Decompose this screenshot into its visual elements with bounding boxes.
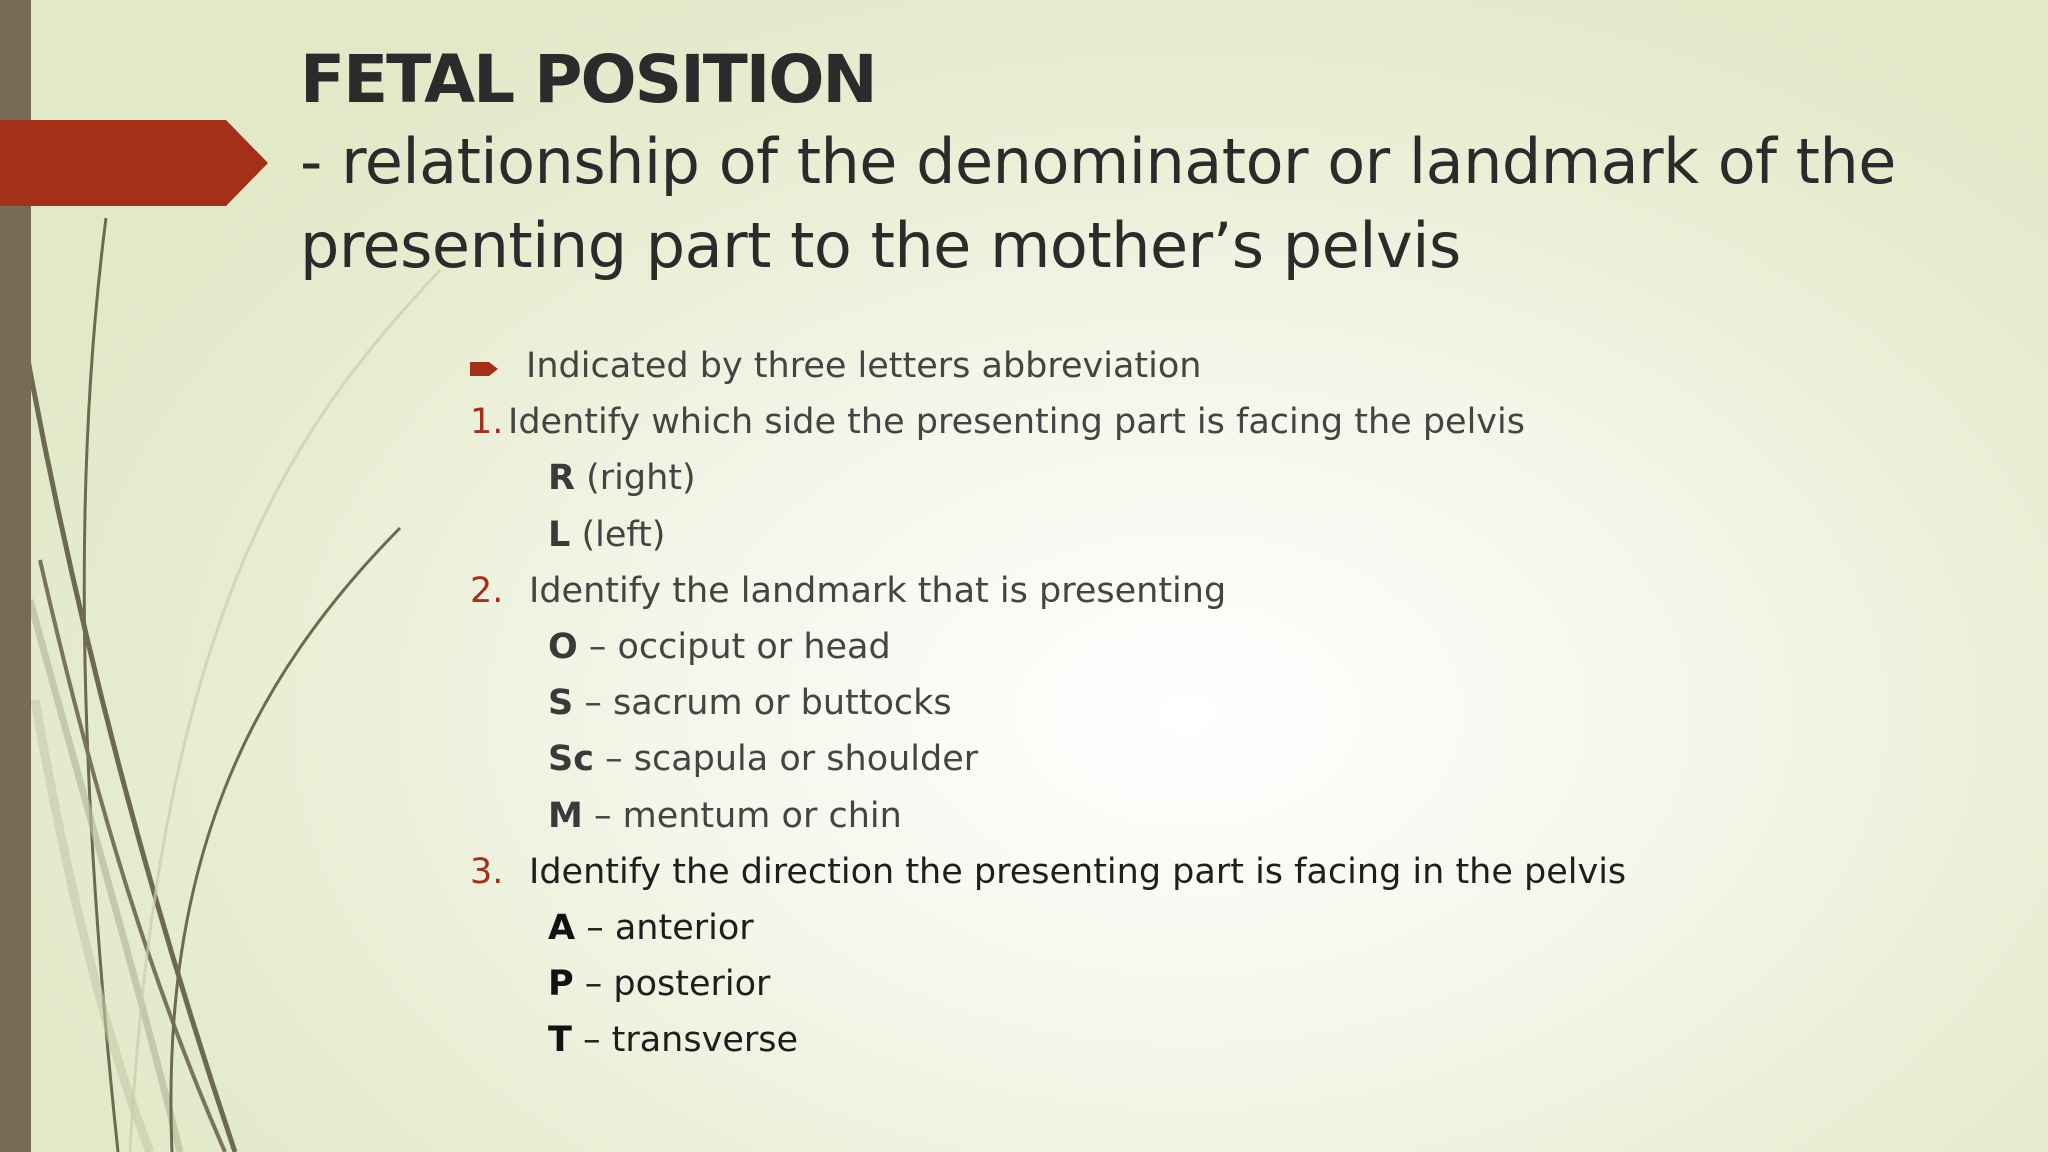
step-1-number: 1. — [470, 402, 504, 443]
step-1-item — [470, 450, 1970, 506]
step-3-item — [470, 956, 1970, 1012]
item-code: P — [548, 964, 574, 1005]
arrow-bullet-icon — [470, 339, 526, 395]
step-1-item — [470, 507, 1970, 563]
item-desc: – posterior — [573, 964, 771, 1005]
step-3-item — [470, 900, 1970, 956]
title-subtitle: - relationship of the denominator or landmark of the presenting part to the mother’s pelvis — [300, 125, 1896, 282]
item-code: M — [548, 795, 583, 836]
step-2-item — [470, 619, 1970, 675]
title-arrow-shape — [0, 120, 270, 206]
intro-bullet — [470, 338, 1970, 394]
step-3-item — [470, 1012, 1970, 1068]
title-main: FETAL POSITION — [300, 41, 876, 118]
step-1-text: Identify which side the presenting part is facing the pelvis — [508, 402, 1525, 443]
item-code: O — [548, 626, 578, 667]
item-desc: – mentum or chin — [582, 795, 902, 836]
step-2-number: 2. — [470, 570, 504, 611]
item-code: R — [548, 458, 575, 499]
item-desc: (left) — [570, 514, 666, 555]
intro-text: Indicated by three letters abbreviation — [526, 346, 1202, 386]
step-3-number: 3. — [470, 851, 504, 892]
item-desc: – scapula or shoulder — [593, 739, 979, 780]
item-code: L — [548, 514, 571, 555]
item-code: Sc — [548, 739, 594, 780]
slide-title — [300, 40, 2000, 288]
step-2 — [470, 563, 1970, 619]
step-2-text: Identify the landmark that is presenting — [529, 570, 1227, 611]
step-3 — [470, 844, 1970, 900]
step-1 — [470, 394, 1970, 450]
item-desc: – sacrum or buttocks — [573, 683, 952, 724]
step-2-item — [470, 675, 1970, 731]
slide-content — [470, 338, 1970, 1068]
item-desc: – anterior — [575, 907, 754, 948]
item-desc: – occiput or head — [577, 626, 891, 667]
step-3-text: Identify the direction the presenting part is facing in the pelvis — [529, 851, 1627, 892]
step-2-item — [470, 731, 1970, 787]
item-code: T — [548, 1020, 572, 1061]
item-code: A — [548, 907, 576, 948]
step-2-item — [470, 788, 1970, 844]
item-code: S — [548, 683, 574, 724]
item-desc: – transverse — [571, 1020, 799, 1061]
item-desc: (right) — [574, 458, 696, 499]
